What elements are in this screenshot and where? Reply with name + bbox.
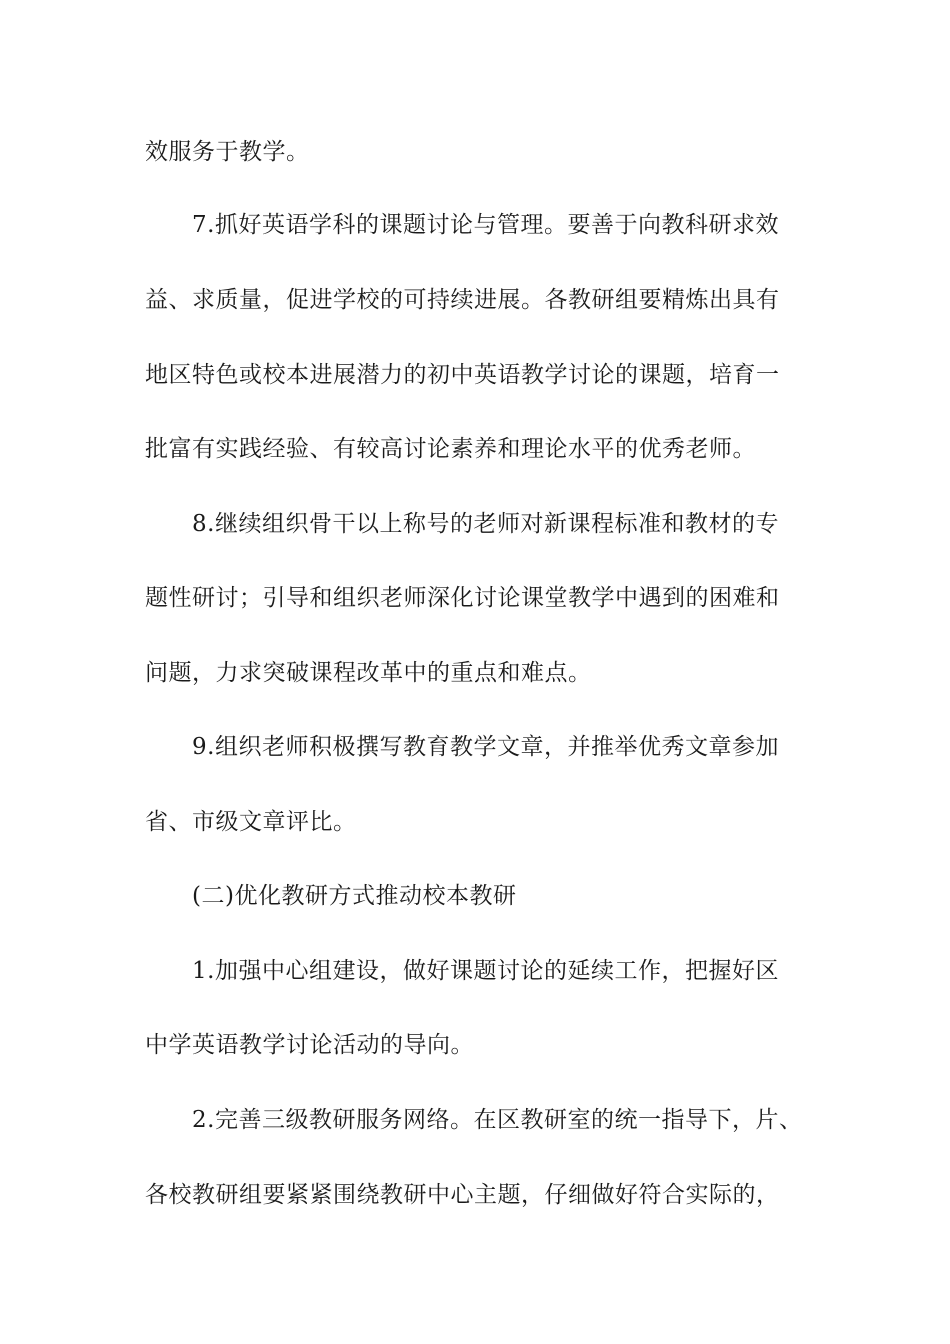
text-line: 地区特色或校本进展潜力的初中英语教学讨论的课题，培育一 (145, 362, 780, 388)
text-line: 1.加强中心组建设，做好课题讨论的延续工作，把握好区 (192, 958, 779, 984)
text-line: 各校教研组要紧紧围绕教研中心主题，仔细做好符合实际的， (145, 1182, 780, 1208)
text-line: 8.继续组织骨干以上称号的老师对新课程标准和教材的专 (192, 511, 779, 537)
text-line: 中学英语教学讨论活动的导向。 (145, 1032, 474, 1058)
text-line: 2.完善三级教研服务网络。在区教研室的统一指导下，片、 (192, 1107, 803, 1133)
section-heading: (二)优化教研方式推动校本教研 (192, 883, 517, 909)
text-line: 问题，力求突破课程改革中的重点和难点。 (145, 660, 592, 686)
text-line: 益、求质量，促进学校的可持续进展。各教研组要精炼出具有 (145, 287, 780, 313)
text-line: 批富有实践经验、有较高讨论素养和理论水平的优秀老师。 (145, 436, 756, 462)
text-line: 7.抓好英语学科的课题讨论与管理。要善于向教科研求效 (192, 212, 779, 238)
text-line: 效服务于教学。 (145, 139, 310, 165)
text-line: 题性研讨；引导和组织老师深化讨论课堂教学中遇到的困难和 (145, 585, 780, 611)
text-line: 9.组织老师积极撰写教育教学文章，并推举优秀文章参加 (192, 734, 779, 760)
text-line: 省、市级文章评比。 (145, 809, 357, 835)
